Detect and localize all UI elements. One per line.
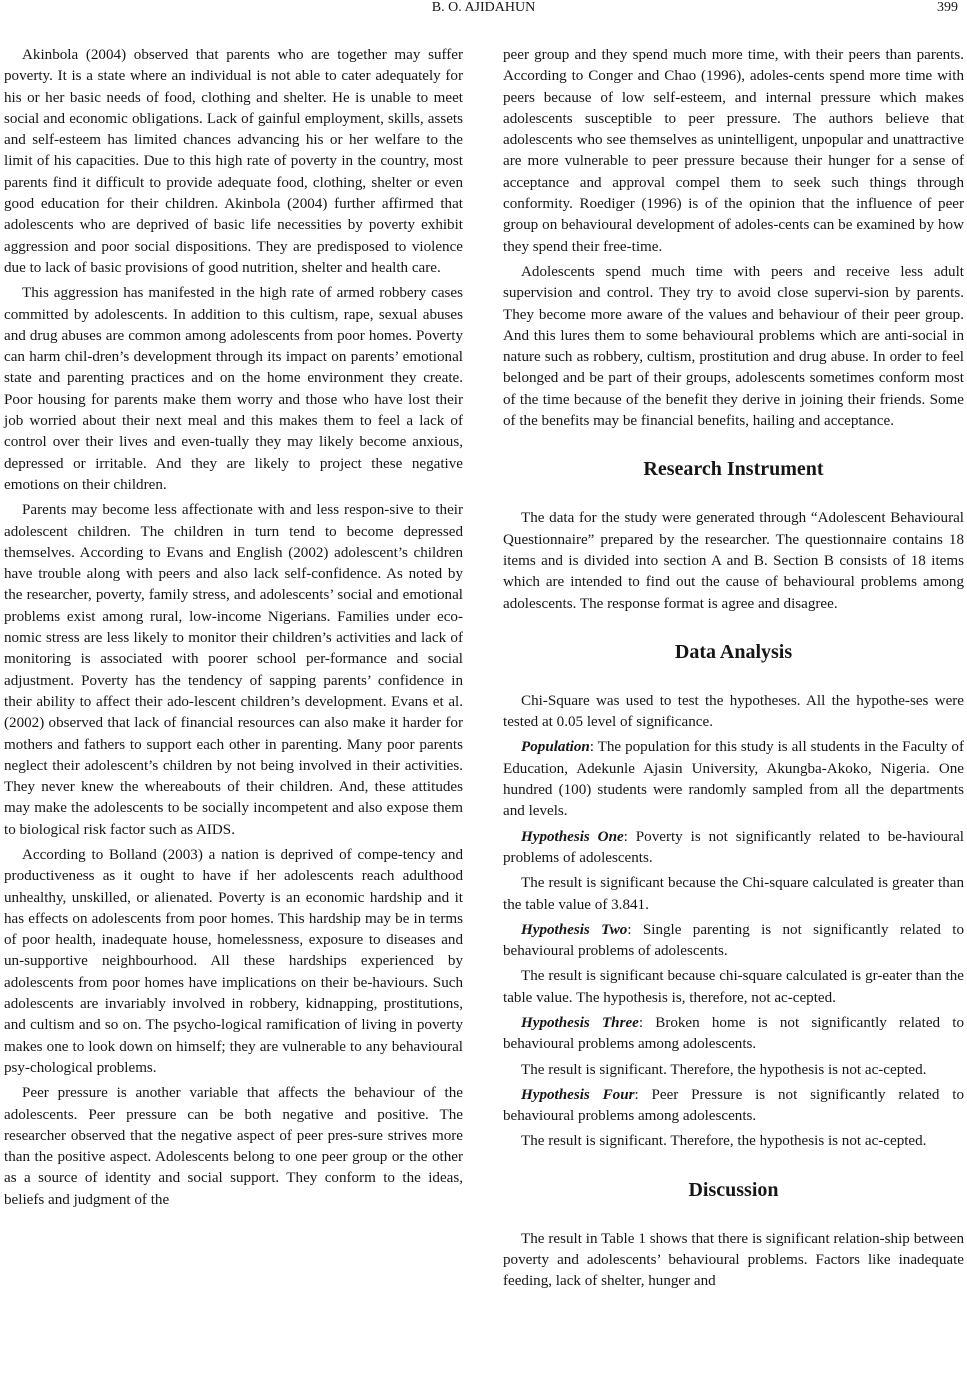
paragraph-hypothesis-three-result: The result is significant. Therefore, the hypothesis is not ac-cepted. [521, 1061, 927, 1078]
population-text: : The population for this study is all students in the Faculty of Education, Adekunle Ajasin University, Akungba-Akoko, Nigeria. One hundred (100) students were randomly sampled from all the departments and levels. [503, 739, 964, 820]
paragraph-peer-pressure: Peer pressure is another variable that affects the behaviour of the adolescents. Peer pressure can be both negative and positive. The researcher observed that the negative aspect of peer pres-sure strives more than the positive aspect. Adolescents belong to one peer group or the other as a source of identity and social support. They conform to the ideas, beliefs and judgment of the [4, 1085, 463, 1208]
paragraph-bolland: According to Bolland (2003) a nation is deprived of compe-tency and productiveness as it ought to have if her adolescents reach adulthood unhealthy, unskilled, or alienated. Poverty is an economic hardship and it has effects on adolescents from poor homes. This hardship may be in terms of poor health, inadequate house, homelessness, exposure to diseases and un-supportive neighbourhood. All these hardships experienced by adolescents from poor homes have implications on their be-haviours. Such adolescents are invariably involved in robbery, kidnapping, prostitutions, and cultism and so on. The psycho-logical ramification of living in poverty makes one to look down on himself; they are vulnerable to any behavioural psy-chological problems. [4, 846, 463, 1076]
paragraph-aggression: This aggression has manifested in the high rate of armed robbery cases committed by adolescents. In addition to this cultism, rape, sexual abuses and drug abuses are common among adolescents from poor homes. Poverty can harm chil-dren’s development through its impact on parents’ emotional state and parenting practices and on the home environment they create. Poor housing for parents make them worry and those who have lost their job worried about their next meal and this makes them to feel a lack of control over their lives and even-tually they may likely become anxious, depressed or irritable. And they are likely to project these negative emotions on their children. [4, 285, 463, 493]
paragraph-research-instrument: The data for the study were generated through “Adolescent Behavioural Questionnaire” prepared by the researcher. The questionnaire contains 18 items and is divided into section A and B. Section B consists of 18 items which are intended to find out the cause of behavioural problems among adolescents. The response format is agree and disagree. [503, 510, 964, 612]
paragraph-parents-affection: Parents may become less affectionate with and less respon-sive to their adolescent children. The children in turn tend to become depressed themselves. According to Evans and English (2002) adolescent’s children have trouble along with peers and also lack self-confidence. As noted by the researcher, poverty, family stress, and adolescents’ social and emotional problems exist among rural, low-income Nigerians. Families under eco-nomic stress are less likely to monitor their children’s activities and lack of monitoring is associated with poorer school per-formance and social adjustment. Poverty has the tendency of sapping parents’ confidence in their ability to affect their ado-lescent children’s development. Evans et al. (2002) observed that lack of financial resources can also make it harder for mothers and fathers to support each other in parenting. Many poor parents neglect their adolescent’s children by not being involved in their activities. They never knew the whereabouts of their children. And, these attitudes may make the adolescents to be socially incompetent and also expose them to biological risk factor such as AIDS. [4, 502, 463, 838]
paragraph-adolescents-supervision: Adolescents spend much time with peers and receive less adult supervision and control. They try to avoid close supervi-sion by parents. They become more aware of the values and behaviour of their peer group. And this lures them to some behavioural problems which are anti-social in nature such as robbery, cultism, prostitution and drug abuse. In order to feel belonged and be part of their groups, adolescents sometimes conform most of the time because of the benefit they derive in joining their friends. Some of the benefits may be financial benefits, hailing and acceptance. [503, 263, 964, 430]
paragraph-discussion: The result in Table 1 shows that there is significant relation-ship between poverty and adolescents’ behavioural problems. Factors like inadequate feeding, lack of shelter, hunger and [503, 1230, 964, 1290]
paragraph-hypothesis-three [503, 1013, 964, 1056]
hypothesis-four-text: : Peer Pressure is not significantly related to behavioural problems among adolescents. [503, 1086, 964, 1125]
heading-research-instrument: Research Instrument [643, 458, 824, 481]
paragraph-hypothesis-one-result: The result is significant because the Chi-square calculated is greater than the table value of 3.841. [503, 875, 964, 913]
paragraph-chi-square: Chi-Square was used to test the hypotheses. All the hypothe-ses were tested at 0.05 level of significance. [503, 692, 964, 731]
hypothesis-four-label: Hypothesis Four [521, 1086, 635, 1103]
paragraph-poverty-akinbola: Akinbola (2004) observed that parents who are together may suffer poverty. It is a state where an individual is not able to cater adequately for his or her basic needs of food, clothing and shelter. He is unable to meet social and economic obligations. Lack of gainful employment, skills, assets and self-esteem has limited chances advancing his or her welfare to the limit of his capacities. Due to this high rate of poverty in the country, most parents find it difficult to provide adequate food, clothing, shelter or even good education for their children. Akinbola (2004) further affirmed that adolescents who are deprived of basic life necessities by poverty exhibit aggression and poor social dispositions. They are predisposed to violence due to lack of basic provisions of good nutrition, shelter and health care. [4, 47, 463, 276]
paragraph-hypothesis-two-result: The result is significant because chi-square calculated is gr-eater than the table value. The hypothesis is, therefore, not ac-cepted. [503, 968, 964, 1006]
header-author: B. O. AJIDAHUN [431, 0, 536, 15]
paragraph-hypothesis-four-result: The result is significant. Therefore, the hypothesis is not ac-cepted. [521, 1133, 927, 1150]
hypothesis-three-label: Hypothesis Three [521, 1014, 639, 1031]
population-label: Population [521, 739, 590, 756]
hypothesis-one-label: Hypothesis One [521, 828, 624, 845]
hypothesis-three-text: : Broken home is not significantly related to behavioural problems among adolescents. [503, 1014, 964, 1053]
paragraph-hypothesis-one [503, 827, 964, 870]
page-number: 399 [937, 0, 958, 15]
paragraph-hypothesis-four [503, 1085, 964, 1128]
paragraph-population [503, 737, 964, 822]
paragraph-peer-group-continued: peer group and they spend much more time, with their peers than parents. According to Conger and Chao (1996), adoles-cents spend more time with peers because of low self-esteem, and internal pressure which makes adolescents susceptible to peer pressure. The authors believe that adolescents who see themselves as unintelligent, unpopular and unattractive are more vulnerable to peer pressure because their hunger for a sense of acceptance and approval compel them to seek such things through conformity. Roediger (1996) is of the opinion that the influence of peer group on behavioural development of adoles-cents can be examined by how they spend their free-time. [503, 47, 964, 255]
paragraph-hypothesis-two [503, 920, 964, 963]
right-column [503, 45, 964, 1297]
hypothesis-one-text: : Poverty is not significantly related to be-havioural problems of adolescents. [503, 828, 965, 866]
running-header [0, 0, 967, 20]
heading-data-analysis: Data Analysis [674, 640, 793, 663]
hypothesis-two-label: Hypothesis Two [521, 921, 628, 938]
left-column [4, 45, 463, 1215]
hypothesis-two-text: : Single parenting is not significantly related to behavioural problems of adolescents. [503, 921, 964, 960]
heading-discussion: Discussion [688, 1178, 779, 1201]
